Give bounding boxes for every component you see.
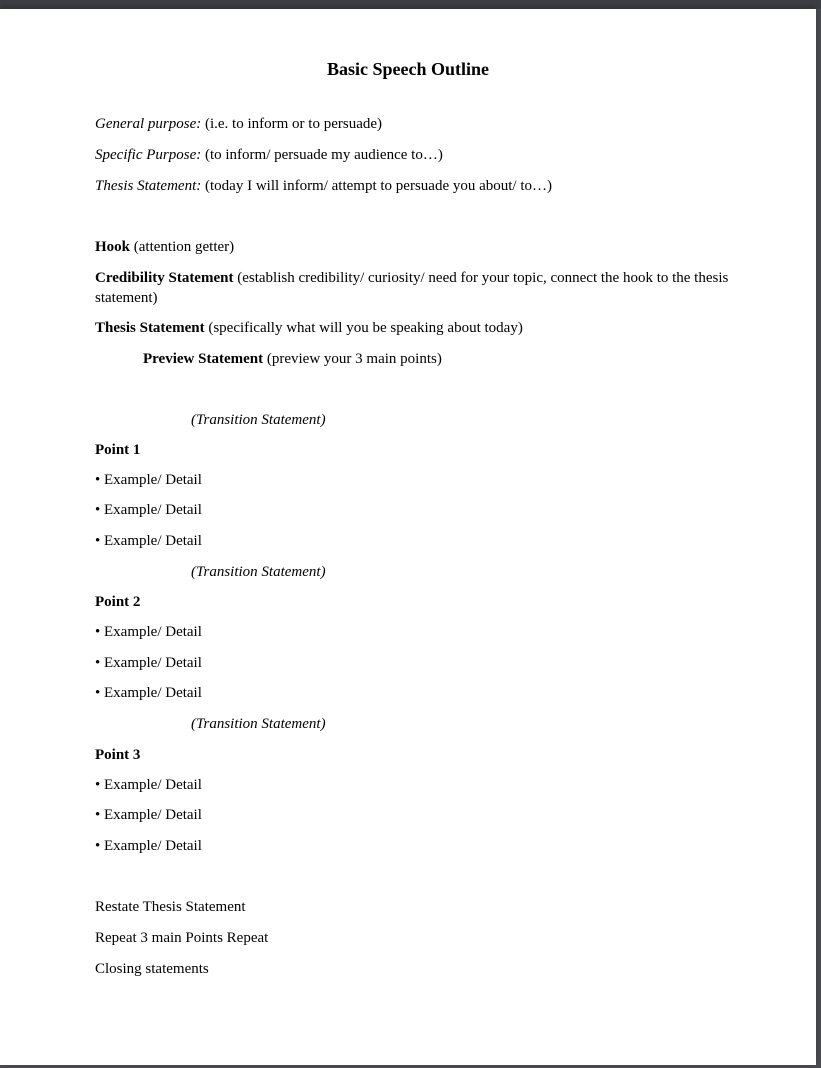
credibility-label: Credibility Statement (95, 270, 234, 286)
transition-statement: (Transition Statement) (191, 412, 326, 428)
point-detail: • Example/ Detail (95, 533, 202, 549)
point-detail: • Example/ Detail (95, 472, 202, 488)
hook-label: Hook (95, 239, 131, 255)
preview-line (143, 349, 442, 369)
conclusion-line: Closing statements (95, 961, 209, 977)
purpose-thesis-text: (today I will inform/ attempt to persuade you about/ to…) (201, 178, 553, 194)
general-purpose-text: (i.e. to inform or to persuade) (201, 116, 383, 132)
point-detail: • Example/ Detail (95, 655, 202, 671)
document-title: Basic Speech Outline (326, 59, 489, 79)
conclusion-line: Restate Thesis Statement (95, 899, 246, 915)
preview-text: (preview your 3 main points) (263, 351, 442, 367)
intro-thesis-text: (specifically what will you be speaking about today) (204, 320, 523, 336)
specific-purpose-line (95, 145, 443, 165)
hook-line (95, 237, 234, 257)
conclusion-line: Repeat 3 main Points Repeat (95, 930, 269, 946)
transition-statement: (Transition Statement) (191, 564, 326, 580)
point-detail: • Example/ Detail (95, 777, 202, 793)
purpose-thesis-label: Thesis Statement: (95, 178, 202, 194)
point-detail: • Example/ Detail (95, 838, 202, 854)
point-detail: • Example/ Detail (95, 685, 202, 701)
viewer-toolbar-edge (0, 0, 821, 9)
credibility-text: (establish credibility/ curiosity/ need for your topic, connect the hook to the thesis statement) (95, 270, 729, 306)
point-detail: • Example/ Detail (95, 807, 202, 823)
point-heading: Point 2 (95, 594, 141, 610)
point-heading: Point 1 (95, 442, 141, 458)
document-page (0, 9, 816, 1065)
credibility-line (95, 268, 735, 308)
purpose-thesis-line (95, 176, 552, 196)
hook-text: (attention getter) (130, 239, 235, 255)
general-purpose-line (95, 114, 382, 134)
specific-purpose-text: (to inform/ persuade my audience to…) (201, 147, 443, 163)
transition-statement: (Transition Statement) (191, 716, 326, 732)
point-detail: • Example/ Detail (95, 624, 202, 640)
point-heading: Point 3 (95, 747, 141, 763)
intro-thesis-line (95, 318, 523, 338)
general-purpose-label: General purpose: (95, 116, 202, 132)
point-detail: • Example/ Detail (95, 502, 202, 518)
preview-label: Preview Statement (143, 351, 264, 367)
intro-thesis-label: Thesis Statement (95, 320, 205, 336)
specific-purpose-label: Specific Purpose: (95, 147, 202, 163)
